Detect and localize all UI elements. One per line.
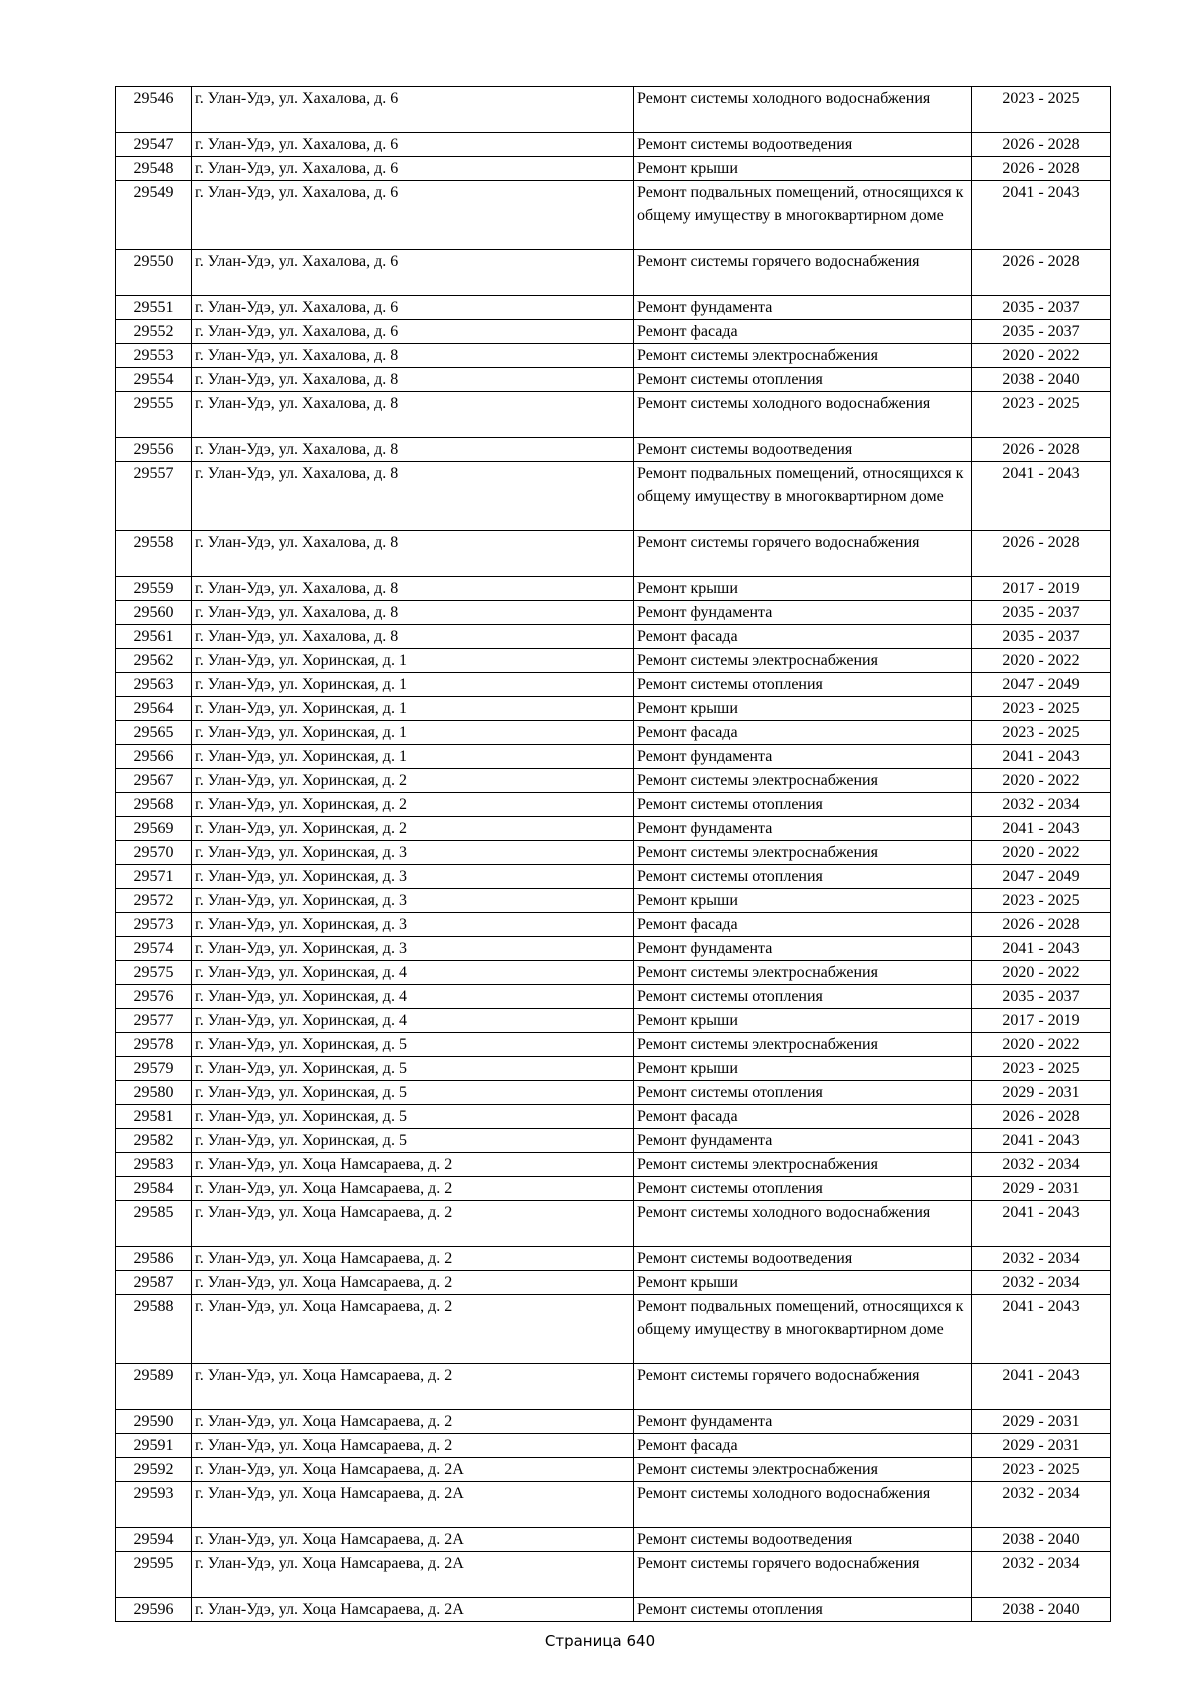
period-cell: 2038 - 2040 xyxy=(972,1598,1111,1622)
address-cell: г. Улан-Удэ, ул. Хоца Намсараева, д. 2А xyxy=(192,1528,634,1552)
table-row xyxy=(116,841,1111,865)
row-number-cell: 29546 xyxy=(116,87,192,133)
work-type-cell: Ремонт системы электроснабжения xyxy=(634,1153,972,1177)
work-type-cell: Ремонт системы электроснабжения xyxy=(634,769,972,793)
work-type-cell: Ремонт фасада xyxy=(634,625,972,649)
row-number-cell: 29588 xyxy=(116,1295,192,1364)
period-cell: 2032 - 2034 xyxy=(972,1153,1111,1177)
work-type-cell: Ремонт системы водоотведения xyxy=(634,438,972,462)
row-number-cell: 29557 xyxy=(116,462,192,531)
table-row xyxy=(116,1271,1111,1295)
address-cell: г. Улан-Удэ, ул. Хахалова, д. 8 xyxy=(192,368,634,392)
row-number-cell: 29571 xyxy=(116,865,192,889)
row-number-cell: 29583 xyxy=(116,1153,192,1177)
row-number-cell: 29575 xyxy=(116,961,192,985)
work-type-cell: Ремонт фасада xyxy=(634,721,972,745)
row-number-cell: 29561 xyxy=(116,625,192,649)
address-cell: г. Улан-Удэ, ул. Хоринская, д. 1 xyxy=(192,673,634,697)
row-number-cell: 29552 xyxy=(116,320,192,344)
work-type-cell: Ремонт крыши xyxy=(634,1271,972,1295)
table-row xyxy=(116,601,1111,625)
table-row xyxy=(116,1410,1111,1434)
period-cell: 2023 - 2025 xyxy=(972,1458,1111,1482)
address-cell: г. Улан-Удэ, ул. Хахалова, д. 8 xyxy=(192,392,634,438)
period-cell: 2041 - 2043 xyxy=(972,937,1111,961)
address-cell: г. Улан-Удэ, ул. Хоринская, д. 5 xyxy=(192,1129,634,1153)
row-number-cell: 29584 xyxy=(116,1177,192,1201)
period-cell: 2026 - 2028 xyxy=(972,133,1111,157)
table-row xyxy=(116,87,1111,133)
period-cell: 2017 - 2019 xyxy=(972,577,1111,601)
work-type-cell: Ремонт системы водоотведения xyxy=(634,1528,972,1552)
address-cell: г. Улан-Удэ, ул. Хоринская, д. 1 xyxy=(192,697,634,721)
work-type-cell: Ремонт фасада xyxy=(634,913,972,937)
period-cell: 2026 - 2028 xyxy=(972,531,1111,577)
row-number-cell: 29548 xyxy=(116,157,192,181)
row-number-cell: 29566 xyxy=(116,745,192,769)
table-row xyxy=(116,1458,1111,1482)
row-number-cell: 29565 xyxy=(116,721,192,745)
period-cell: 2035 - 2037 xyxy=(972,296,1111,320)
row-number-cell: 29558 xyxy=(116,531,192,577)
address-cell: г. Улан-Удэ, ул. Хахалова, д. 8 xyxy=(192,531,634,577)
table-row xyxy=(116,865,1111,889)
row-number-cell: 29556 xyxy=(116,438,192,462)
address-cell: г. Улан-Удэ, ул. Хоринская, д. 1 xyxy=(192,721,634,745)
table-row xyxy=(116,1482,1111,1528)
period-cell: 2020 - 2022 xyxy=(972,1033,1111,1057)
table-row xyxy=(116,961,1111,985)
address-cell: г. Улан-Удэ, ул. Хоринская, д. 1 xyxy=(192,649,634,673)
address-cell: г. Улан-Удэ, ул. Хоринская, д. 4 xyxy=(192,985,634,1009)
table-row xyxy=(116,296,1111,320)
work-type-cell: Ремонт системы отопления xyxy=(634,1081,972,1105)
period-cell: 2026 - 2028 xyxy=(972,438,1111,462)
address-cell: г. Улан-Удэ, ул. Хоринская, д. 5 xyxy=(192,1105,634,1129)
row-number-cell: 29589 xyxy=(116,1364,192,1410)
row-number-cell: 29595 xyxy=(116,1552,192,1598)
period-cell: 2032 - 2034 xyxy=(972,1271,1111,1295)
work-type-cell: Ремонт крыши xyxy=(634,157,972,181)
work-type-cell: Ремонт крыши xyxy=(634,697,972,721)
table-row xyxy=(116,1295,1111,1364)
row-number-cell: 29572 xyxy=(116,889,192,913)
address-cell: г. Улан-Удэ, ул. Хахалова, д. 8 xyxy=(192,462,634,531)
table-row xyxy=(116,438,1111,462)
period-cell: 2032 - 2034 xyxy=(972,1247,1111,1271)
row-number-cell: 29568 xyxy=(116,793,192,817)
work-type-cell: Ремонт системы электроснабжения xyxy=(634,841,972,865)
address-cell: г. Улан-Удэ, ул. Хоринская, д. 5 xyxy=(192,1033,634,1057)
row-number-cell: 29594 xyxy=(116,1528,192,1552)
period-cell: 2029 - 2031 xyxy=(972,1081,1111,1105)
row-number-cell: 29549 xyxy=(116,181,192,250)
row-number-cell: 29580 xyxy=(116,1081,192,1105)
period-cell: 2041 - 2043 xyxy=(972,1364,1111,1410)
row-number-cell: 29550 xyxy=(116,250,192,296)
address-cell: г. Улан-Удэ, ул. Хоца Намсараева, д. 2 xyxy=(192,1247,634,1271)
row-number-cell: 29596 xyxy=(116,1598,192,1622)
table-row xyxy=(116,649,1111,673)
period-cell: 2020 - 2022 xyxy=(972,769,1111,793)
work-type-cell: Ремонт системы горячего водоснабжения xyxy=(634,531,972,577)
work-type-cell: Ремонт системы отопления xyxy=(634,1177,972,1201)
address-cell: г. Улан-Удэ, ул. Хахалова, д. 8 xyxy=(192,601,634,625)
address-cell: г. Улан-Удэ, ул. Хоринская, д. 2 xyxy=(192,769,634,793)
period-cell: 2035 - 2037 xyxy=(972,601,1111,625)
table-row xyxy=(116,745,1111,769)
address-cell: г. Улан-Удэ, ул. Хоринская, д. 3 xyxy=(192,889,634,913)
address-cell: г. Улан-Удэ, ул. Хахалова, д. 6 xyxy=(192,320,634,344)
period-cell: 2041 - 2043 xyxy=(972,817,1111,841)
row-number-cell: 29586 xyxy=(116,1247,192,1271)
work-type-cell: Ремонт подвальных помещений, относящихся к общему имуществу в многоквартирном доме xyxy=(634,1295,972,1364)
work-type-cell: Ремонт системы отопления xyxy=(634,368,972,392)
work-type-cell: Ремонт крыши xyxy=(634,1057,972,1081)
table-row xyxy=(116,817,1111,841)
work-type-cell: Ремонт фасада xyxy=(634,1105,972,1129)
work-type-cell: Ремонт фасада xyxy=(634,1434,972,1458)
address-cell: г. Улан-Удэ, ул. Хоринская, д. 5 xyxy=(192,1057,634,1081)
address-cell: г. Улан-Удэ, ул. Хоринская, д. 3 xyxy=(192,865,634,889)
row-number-cell: 29591 xyxy=(116,1434,192,1458)
work-type-cell: Ремонт подвальных помещений, относящихся к общему имуществу в многоквартирном доме xyxy=(634,181,972,250)
table-row xyxy=(116,721,1111,745)
table-row xyxy=(116,1247,1111,1271)
row-number-cell: 29582 xyxy=(116,1129,192,1153)
period-cell: 2023 - 2025 xyxy=(972,697,1111,721)
row-number-cell: 29564 xyxy=(116,697,192,721)
table-row xyxy=(116,462,1111,531)
work-type-cell: Ремонт системы водоотведения xyxy=(634,1247,972,1271)
work-type-cell: Ремонт фундамента xyxy=(634,1410,972,1434)
address-cell: г. Улан-Удэ, ул. Хоринская, д. 1 xyxy=(192,745,634,769)
period-cell: 2029 - 2031 xyxy=(972,1410,1111,1434)
row-number-cell: 29563 xyxy=(116,673,192,697)
period-cell: 2026 - 2028 xyxy=(972,1105,1111,1129)
work-type-cell: Ремонт фасада xyxy=(634,320,972,344)
work-type-cell: Ремонт системы электроснабжения xyxy=(634,1458,972,1482)
work-type-cell: Ремонт фундамента xyxy=(634,296,972,320)
row-number-cell: 29581 xyxy=(116,1105,192,1129)
address-cell: г. Улан-Удэ, ул. Хоринская, д. 2 xyxy=(192,793,634,817)
table-body xyxy=(116,87,1111,1622)
table-row xyxy=(116,1081,1111,1105)
period-cell: 2035 - 2037 xyxy=(972,320,1111,344)
period-cell: 2041 - 2043 xyxy=(972,1295,1111,1364)
table-row xyxy=(116,769,1111,793)
period-cell: 2020 - 2022 xyxy=(972,344,1111,368)
address-cell: г. Улан-Удэ, ул. Хоца Намсараева, д. 2 xyxy=(192,1271,634,1295)
address-cell: г. Улан-Удэ, ул. Хахалова, д. 6 xyxy=(192,296,634,320)
work-type-cell: Ремонт системы водоотведения xyxy=(634,133,972,157)
address-cell: г. Улан-Удэ, ул. Хоринская, д. 5 xyxy=(192,1081,634,1105)
row-number-cell: 29547 xyxy=(116,133,192,157)
repair-schedule-table xyxy=(115,86,1111,1622)
period-cell: 2026 - 2028 xyxy=(972,250,1111,296)
table-row xyxy=(116,1177,1111,1201)
table-row xyxy=(116,1598,1111,1622)
row-number-cell: 29570 xyxy=(116,841,192,865)
table-row xyxy=(116,1552,1111,1598)
table-row xyxy=(116,181,1111,250)
address-cell: г. Улан-Удэ, ул. Хахалова, д. 6 xyxy=(192,181,634,250)
work-type-cell: Ремонт системы отопления xyxy=(634,985,972,1009)
address-cell: г. Улан-Удэ, ул. Хоринская, д. 4 xyxy=(192,1009,634,1033)
row-number-cell: 29579 xyxy=(116,1057,192,1081)
table-row xyxy=(116,250,1111,296)
address-cell: г. Улан-Удэ, ул. Хахалова, д. 6 xyxy=(192,157,634,181)
row-number-cell: 29559 xyxy=(116,577,192,601)
work-type-cell: Ремонт фундамента xyxy=(634,745,972,769)
address-cell: г. Улан-Удэ, ул. Хоца Намсараева, д. 2 xyxy=(192,1410,634,1434)
row-number-cell: 29554 xyxy=(116,368,192,392)
period-cell: 2032 - 2034 xyxy=(972,793,1111,817)
address-cell: г. Улан-Удэ, ул. Хоринская, д. 3 xyxy=(192,841,634,865)
work-type-cell: Ремонт фундамента xyxy=(634,1129,972,1153)
period-cell: 2041 - 2043 xyxy=(972,1129,1111,1153)
address-cell: г. Улан-Удэ, ул. Хоца Намсараева, д. 2А xyxy=(192,1458,634,1482)
work-type-cell: Ремонт системы отопления xyxy=(634,865,972,889)
table-row xyxy=(116,985,1111,1009)
period-cell: 2038 - 2040 xyxy=(972,368,1111,392)
row-number-cell: 29593 xyxy=(116,1482,192,1528)
period-cell: 2041 - 2043 xyxy=(972,1201,1111,1247)
address-cell: г. Улан-Удэ, ул. Хахалова, д. 8 xyxy=(192,625,634,649)
period-cell: 2026 - 2028 xyxy=(972,157,1111,181)
period-cell: 2032 - 2034 xyxy=(972,1552,1111,1598)
table-row xyxy=(116,1434,1111,1458)
table-row xyxy=(116,368,1111,392)
work-type-cell: Ремонт системы отопления xyxy=(634,1598,972,1622)
row-number-cell: 29592 xyxy=(116,1458,192,1482)
address-cell: г. Улан-Удэ, ул. Хоринская, д. 3 xyxy=(192,913,634,937)
work-type-cell: Ремонт фундамента xyxy=(634,601,972,625)
period-cell: 2038 - 2040 xyxy=(972,1528,1111,1552)
period-cell: 2029 - 2031 xyxy=(972,1434,1111,1458)
period-cell: 2017 - 2019 xyxy=(972,1009,1111,1033)
period-cell: 2029 - 2031 xyxy=(972,1177,1111,1201)
row-number-cell: 29553 xyxy=(116,344,192,368)
row-number-cell: 29562 xyxy=(116,649,192,673)
period-cell: 2047 - 2049 xyxy=(972,865,1111,889)
work-type-cell: Ремонт фундамента xyxy=(634,937,972,961)
period-cell: 2023 - 2025 xyxy=(972,721,1111,745)
table-row xyxy=(116,697,1111,721)
table-row xyxy=(116,625,1111,649)
address-cell: г. Улан-Удэ, ул. Хахалова, д. 6 xyxy=(192,87,634,133)
table-row xyxy=(116,1009,1111,1033)
row-number-cell: 29576 xyxy=(116,985,192,1009)
period-cell: 2041 - 2043 xyxy=(972,745,1111,769)
table-row xyxy=(116,1057,1111,1081)
row-number-cell: 29577 xyxy=(116,1009,192,1033)
work-type-cell: Ремонт системы отопления xyxy=(634,673,972,697)
period-cell: 2041 - 2043 xyxy=(972,181,1111,250)
table-row xyxy=(116,531,1111,577)
row-number-cell: 29574 xyxy=(116,937,192,961)
table-row xyxy=(116,1528,1111,1552)
address-cell: г. Улан-Удэ, ул. Хоринская, д. 2 xyxy=(192,817,634,841)
address-cell: г. Улан-Удэ, ул. Хоца Намсараева, д. 2А xyxy=(192,1598,634,1622)
table-row xyxy=(116,889,1111,913)
row-number-cell: 29573 xyxy=(116,913,192,937)
period-cell: 2023 - 2025 xyxy=(972,889,1111,913)
table-row xyxy=(116,1201,1111,1247)
period-cell: 2047 - 2049 xyxy=(972,673,1111,697)
address-cell: г. Улан-Удэ, ул. Хоца Намсараева, д. 2 xyxy=(192,1153,634,1177)
work-type-cell: Ремонт системы горячего водоснабжения xyxy=(634,250,972,296)
work-type-cell: Ремонт системы отопления xyxy=(634,793,972,817)
period-cell: 2041 - 2043 xyxy=(972,462,1111,531)
row-number-cell: 29569 xyxy=(116,817,192,841)
row-number-cell: 29567 xyxy=(116,769,192,793)
address-cell: г. Улан-Удэ, ул. Хоца Намсараева, д. 2 xyxy=(192,1201,634,1247)
work-type-cell: Ремонт крыши xyxy=(634,889,972,913)
period-cell: 2023 - 2025 xyxy=(972,392,1111,438)
work-type-cell: Ремонт системы электроснабжения xyxy=(634,961,972,985)
address-cell: г. Улан-Удэ, ул. Хахалова, д. 8 xyxy=(192,344,634,368)
table-row xyxy=(116,577,1111,601)
table-row xyxy=(116,913,1111,937)
address-cell: г. Улан-Удэ, ул. Хахалова, д. 6 xyxy=(192,133,634,157)
work-type-cell: Ремонт системы горячего водоснабжения xyxy=(634,1552,972,1598)
row-number-cell: 29551 xyxy=(116,296,192,320)
work-type-cell: Ремонт системы холодного водоснабжения xyxy=(634,392,972,438)
table-row xyxy=(116,1364,1111,1410)
work-type-cell: Ремонт системы холодного водоснабжения xyxy=(634,87,972,133)
table-row xyxy=(116,320,1111,344)
work-type-cell: Ремонт системы горячего водоснабжения xyxy=(634,1364,972,1410)
table-row xyxy=(116,793,1111,817)
work-type-cell: Ремонт системы электроснабжения xyxy=(634,1033,972,1057)
table-row xyxy=(116,392,1111,438)
work-type-cell: Ремонт крыши xyxy=(634,577,972,601)
work-type-cell: Ремонт системы холодного водоснабжения xyxy=(634,1201,972,1247)
work-type-cell: Ремонт системы электроснабжения xyxy=(634,649,972,673)
period-cell: 2035 - 2037 xyxy=(972,625,1111,649)
row-number-cell: 29578 xyxy=(116,1033,192,1057)
row-number-cell: 29587 xyxy=(116,1271,192,1295)
address-cell: г. Улан-Удэ, ул. Хахалова, д. 6 xyxy=(192,250,634,296)
address-cell: г. Улан-Удэ, ул. Хоринская, д. 3 xyxy=(192,937,634,961)
address-cell: г. Улан-Удэ, ул. Хахалова, д. 8 xyxy=(192,577,634,601)
period-cell: 2023 - 2025 xyxy=(972,87,1111,133)
page-number: Страница 640 xyxy=(544,1632,656,1650)
row-number-cell: 29555 xyxy=(116,392,192,438)
row-number-cell: 29560 xyxy=(116,601,192,625)
table-row xyxy=(116,673,1111,697)
period-cell: 2020 - 2022 xyxy=(972,841,1111,865)
row-number-cell: 29585 xyxy=(116,1201,192,1247)
table-row xyxy=(116,157,1111,181)
address-cell: г. Улан-Удэ, ул. Хоца Намсараева, д. 2А xyxy=(192,1552,634,1598)
address-cell: г. Улан-Удэ, ул. Хоца Намсараева, д. 2 xyxy=(192,1177,634,1201)
address-cell: г. Улан-Удэ, ул. Хоца Намсараева, д. 2 xyxy=(192,1295,634,1364)
table-row xyxy=(116,937,1111,961)
work-type-cell: Ремонт системы электроснабжения xyxy=(634,344,972,368)
work-type-cell: Ремонт подвальных помещений, относящихся к общему имуществу в многоквартирном доме xyxy=(634,462,972,531)
table-row xyxy=(116,1153,1111,1177)
row-number-cell: 29590 xyxy=(116,1410,192,1434)
period-cell: 2020 - 2022 xyxy=(972,961,1111,985)
address-cell: г. Улан-Удэ, ул. Хоца Намсараева, д. 2А xyxy=(192,1482,634,1528)
table-row xyxy=(116,1033,1111,1057)
address-cell: г. Улан-Удэ, ул. Хоринская, д. 4 xyxy=(192,961,634,985)
table-row xyxy=(116,1129,1111,1153)
work-type-cell: Ремонт фундамента xyxy=(634,817,972,841)
work-type-cell: Ремонт крыши xyxy=(634,1009,972,1033)
address-cell: г. Улан-Удэ, ул. Хахалова, д. 8 xyxy=(192,438,634,462)
table-row xyxy=(116,1105,1111,1129)
address-cell: г. Улан-Удэ, ул. Хоца Намсараева, д. 2 xyxy=(192,1364,634,1410)
table-row xyxy=(116,133,1111,157)
period-cell: 2023 - 2025 xyxy=(972,1057,1111,1081)
period-cell: 2035 - 2037 xyxy=(972,985,1111,1009)
period-cell: 2032 - 2034 xyxy=(972,1482,1111,1528)
work-type-cell: Ремонт системы холодного водоснабжения xyxy=(634,1482,972,1528)
address-cell: г. Улан-Удэ, ул. Хоца Намсараева, д. 2 xyxy=(192,1434,634,1458)
period-cell: 2020 - 2022 xyxy=(972,649,1111,673)
period-cell: 2026 - 2028 xyxy=(972,913,1111,937)
table-row xyxy=(116,344,1111,368)
